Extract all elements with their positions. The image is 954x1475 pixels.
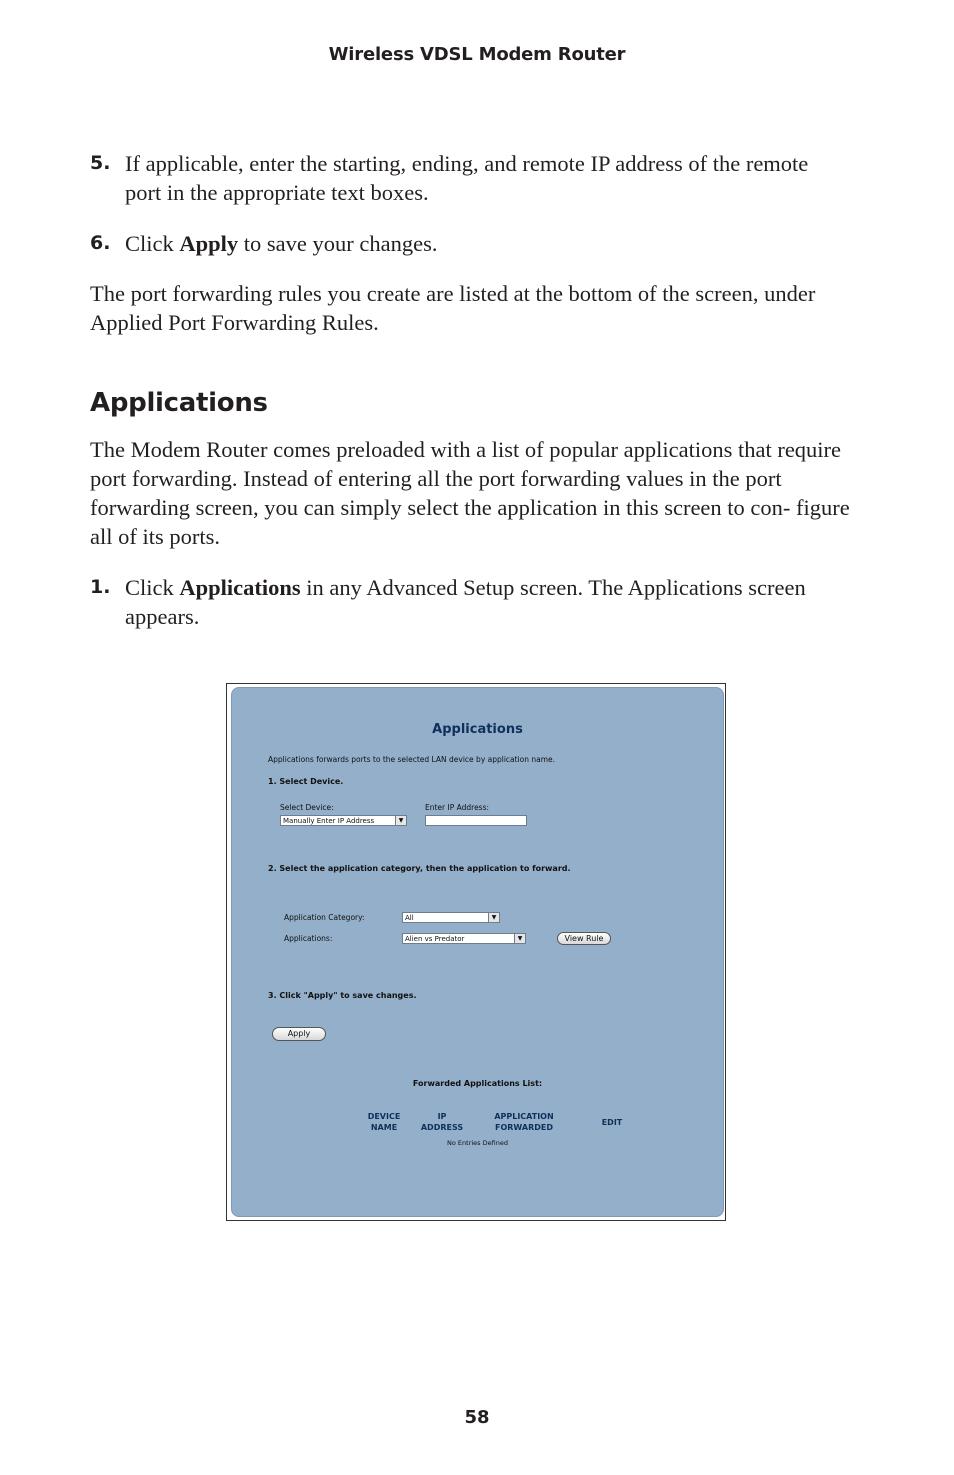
view-rule-button[interactable]: View Rule — [557, 932, 611, 945]
step-6 — [90, 229, 850, 258]
chevron-down-icon: ▼ — [395, 816, 406, 825]
applications-screenshot — [226, 683, 726, 1221]
applications-label: Applications: — [284, 934, 333, 943]
column-device-name — [360, 1111, 408, 1133]
column-line: IP — [437, 1112, 447, 1121]
step-number: 5. — [90, 152, 111, 174]
enter-ip-label: Enter IP Address: — [425, 803, 490, 812]
applications-value: Alien vs Predator — [405, 935, 465, 943]
apply-emphasis: Apply — [179, 231, 239, 256]
step3-label: 3. Click "Apply" to save changes. — [268, 991, 417, 1000]
step1-label: 1. Select Device. — [268, 777, 344, 786]
step-text: If applicable, enter the starting, ending, and remote IP address of the remote port in the appropriate text boxes. — [125, 151, 809, 205]
step-text — [125, 573, 810, 631]
screenshot-panel — [231, 687, 724, 1217]
paragraph-applied-rules: The port forwarding rules you create are listed at the bottom of the screen, under Applied Port Forwarding Rules. — [90, 281, 816, 335]
page-number: 58 — [464, 1407, 490, 1428]
applications-dropdown[interactable] — [402, 933, 526, 944]
category-label: Application Category: — [284, 913, 365, 922]
category-value: All — [405, 914, 414, 922]
running-header: Wireless VDSL Modem Router — [328, 44, 626, 65]
screen-title: Applications — [432, 722, 523, 737]
section-title: Applications — [90, 388, 268, 418]
apply-button[interactable]: Apply — [272, 1027, 326, 1041]
step2-label: 2. Select the application category, then the application to forward. — [268, 864, 571, 873]
column-edit — [596, 1117, 628, 1128]
select-device-dropdown[interactable] — [280, 815, 407, 826]
step-text-post: in any Advanced Setup screen. The Applications screen appears. — [125, 575, 806, 629]
chevron-down-icon: ▼ — [514, 934, 525, 943]
step-text-pre: Click — [125, 575, 180, 600]
screen-intro: Applications forwards ports to the selected LAN device by application name. — [268, 755, 556, 764]
applications-emphasis: Applications — [179, 575, 301, 600]
step-text — [125, 229, 850, 258]
step-text-pre: Click — [125, 231, 180, 256]
column-line: APPLICATION — [494, 1112, 554, 1121]
step-5 — [90, 149, 850, 207]
category-dropdown[interactable] — [402, 912, 500, 923]
column-application-forwarded — [486, 1111, 562, 1133]
column-ip-address — [414, 1111, 470, 1133]
forwarded-list-title: Forwarded Applications List: — [412, 1079, 543, 1088]
column-line: DEVICE — [367, 1112, 401, 1121]
select-device-value: Manually Enter IP Address — [283, 817, 375, 825]
step-number: 1. — [90, 576, 111, 598]
select-device-label: Select Device: — [280, 803, 334, 812]
no-entries-text: No Entries Defined — [447, 1139, 508, 1147]
chevron-down-icon: ▼ — [488, 913, 499, 922]
step-number: 6. — [90, 232, 111, 254]
paragraph-applications: The Modem Router comes preloaded with a list of popular applications that require port forwarding. Instead of entering all the port forwarding values in the port forwarding screen, you can simply select the application in this screen to con- figure all of its ports. — [90, 437, 850, 549]
column-line: NAME — [370, 1123, 398, 1132]
step-1 — [90, 573, 810, 631]
column-line: EDIT — [601, 1118, 623, 1127]
step-text-post: to save your changes. — [238, 231, 438, 256]
column-line: FORWARDED — [495, 1123, 553, 1132]
enter-ip-input[interactable] — [425, 815, 527, 826]
column-line: ADDRESS — [420, 1123, 464, 1132]
